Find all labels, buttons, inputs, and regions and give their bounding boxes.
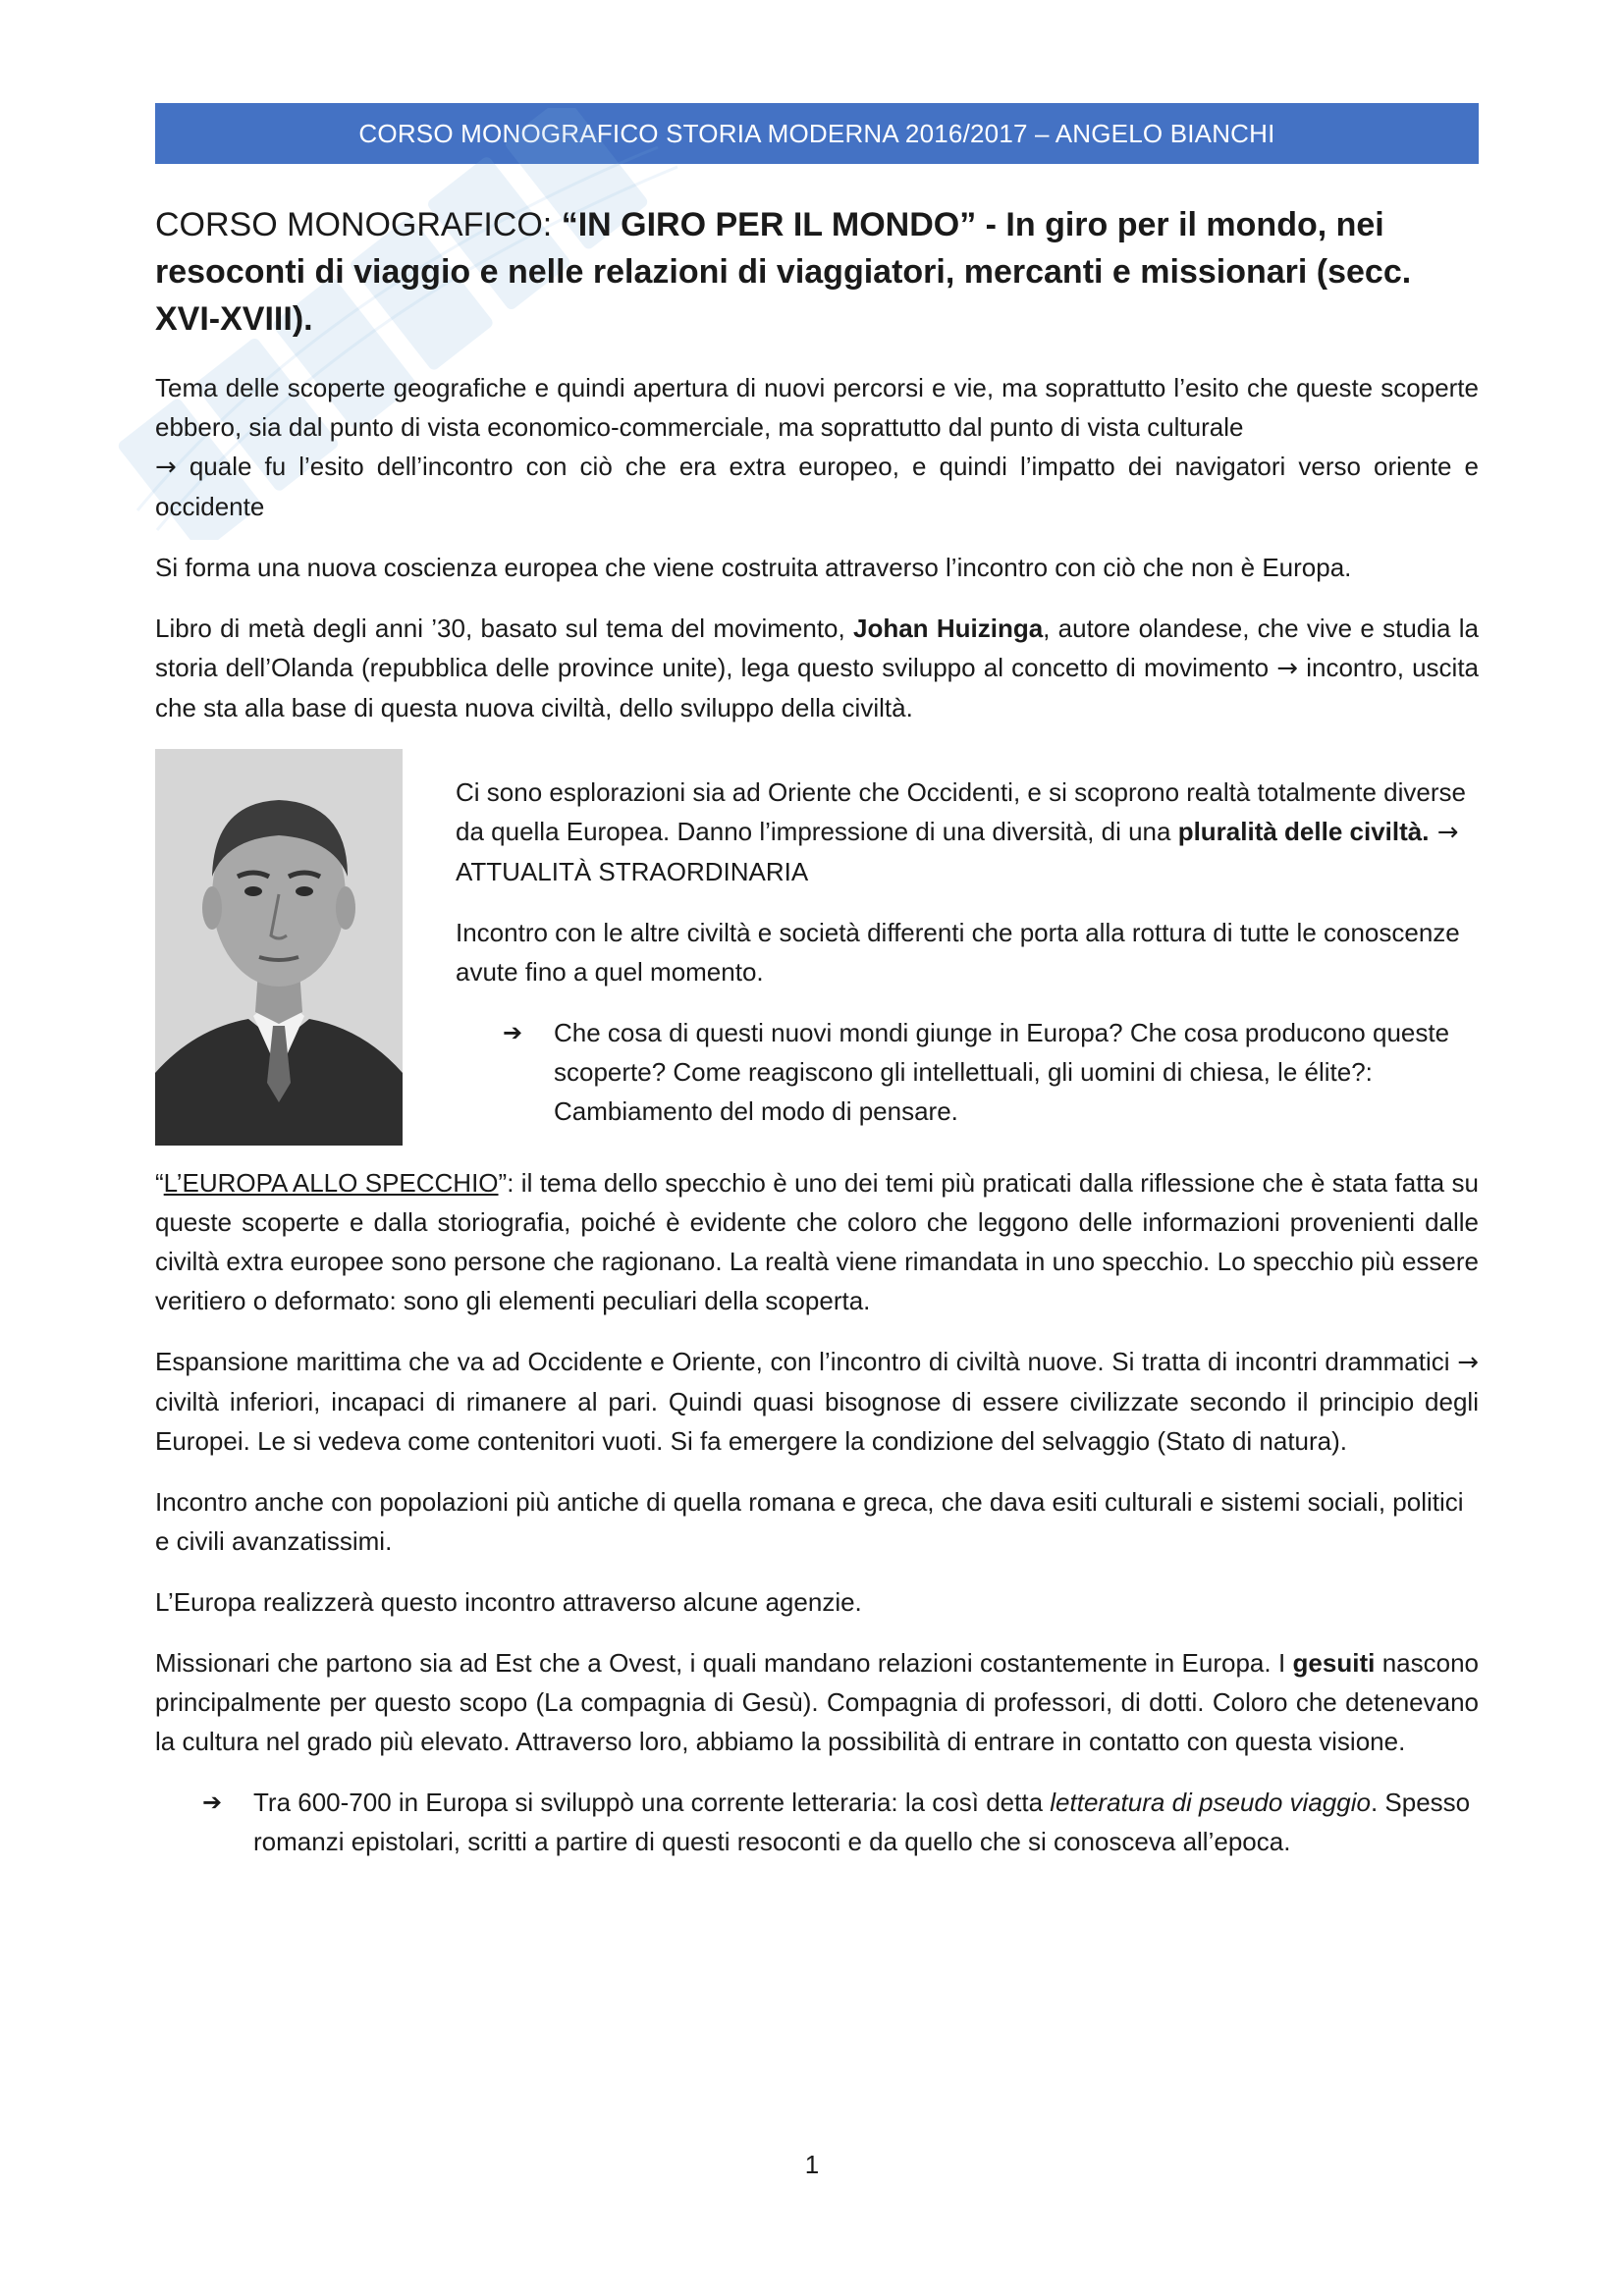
bullet-letteratura-b: . Spesso romanzi epistolari, scritti a partire di questi resoconti e da quello che si conosceva all’epoca. bbox=[253, 1788, 1471, 1856]
pluralita-bold: pluralità delle civiltà. bbox=[1177, 817, 1430, 846]
page-number: 1 bbox=[804, 2150, 820, 2179]
gesuiti-bold: gesuiti bbox=[1292, 1648, 1376, 1678]
attualita-text: ATTUALITÀ STRAORDINARIA bbox=[456, 857, 809, 886]
paragraph-specchio bbox=[155, 1163, 1479, 1320]
document-body bbox=[155, 201, 1479, 1861]
paragraph-huizinga-b: , autore olandese, che vive e studia la storia dell’Olanda (repubblica delle province unite), lega questo sviluppo al concetto di movimento bbox=[155, 614, 1479, 682]
document-title bbox=[155, 201, 1479, 343]
figure-block bbox=[155, 749, 1479, 1146]
bullet-item-domande-text: Che cosa di questi nuovi mondi giunge in Europa? Che cosa producono queste scoperte? Come reagiscono gli intellettuali, gli uomini di chiesa, le élite?: Cambiamento del modo di pensare. bbox=[554, 1018, 1450, 1126]
author-name: Johan Huizinga bbox=[853, 614, 1044, 643]
paragraph-esplorazioni-a: Ci sono esplorazioni sia ad Oriente che Occidenti, e si scoprono realtà totalmente diverse da quella Europea. Danno l’impressione di una diversità, di una bbox=[456, 777, 1466, 846]
bullet-item-letteratura bbox=[155, 1783, 1479, 1861]
arrow-right-icon: → bbox=[155, 453, 177, 482]
paragraph-agenzie: L’Europa realizzerà questo incontro attraverso alcune agenzie. bbox=[155, 1587, 862, 1617]
paragraph-intro-rest: quale fu l’esito dell’incontro con ciò che era extra europeo, e quindi l’impatto dei navigatori verso oriente e occidente bbox=[155, 452, 1479, 521]
paragraph-intro bbox=[155, 368, 1479, 526]
paragraph-missionari-b: nascono principalmente per questo scopo (La compagnia di Gesù). Compagnia di professori, di dotti. Coloro che detenevano la cultura nel grado più elevato. Attraverso loro, abbiamo la possibilità di entrare in contatto con questa visione. bbox=[155, 1648, 1480, 1756]
paragraph-missionari-a: Missionari che partono sia ad Est che a Ovest, i quali mandano relazioni costantemente in Europa. I bbox=[155, 1648, 1293, 1678]
paragraph-huizinga bbox=[155, 609, 1479, 727]
bullet-item-domande bbox=[456, 1013, 1479, 1131]
paragraph-espansione-b: civiltà inferiori, incapaci di rimanere al pari. Quindi quasi bisognose di essere civilizzate secondo il principio degli Europei. Le si vedeva come contenitori vuoti. Si fa emergere la condizione del selvaggio (Stato di natura). bbox=[155, 1387, 1479, 1456]
arrow-bullet-icon: ➔ bbox=[503, 1019, 523, 1046]
paragraph-specchio-rest: ”: il tema dello specchio è uno dei temi più praticati dalla riflessione che è stata fatta su queste scoperte e dalla storiografia, poiché è evidente che coloro che leggono delle informazioni provenienti dalle civiltà extra europee sono persone che ragionano. La realtà viene rimandata in uno specchio. Lo specchio più essere veritiero o deformato: sono gli elementi peculiari della scoperta. bbox=[155, 1168, 1479, 1315]
paragraph-incontro: Incontro con le altre civiltà e società differenti che porta alla rottura di tutte le conoscenze avute fino a quel momento. bbox=[456, 918, 1460, 987]
page-header: CORSO MONOGRAFICO STORIA MODERNA 2016/2017 – ANGELO BIANCHI bbox=[155, 103, 1479, 164]
portrait-illustration bbox=[155, 749, 403, 1146]
bullet-letteratura-a: Tra 600-700 in Europa si sviluppò una corrente letteraria: la così detta bbox=[253, 1788, 1051, 1817]
paragraph-huizinga-c: incontro, uscita che sta alla base di questa nuova civiltà, dello sviluppo della civiltà. bbox=[155, 653, 1480, 722]
paragraph-popolazioni: Incontro anche con popolazioni più antiche di quella romana e greca, che dava esiti culturali e sistemi sociali, politici e civili avanzatissimi. bbox=[155, 1487, 1464, 1556]
figure-text bbox=[456, 773, 1479, 1131]
title-bold: “IN GIRO PER IL MONDO” - In giro per il mondo, nei resoconti di viaggio e nelle relazioni di viaggiatori, mercanti e missionari (secc. XVI-XVIII). bbox=[155, 206, 1412, 338]
title-prefix: CORSO MONOGRAFICO: bbox=[155, 206, 562, 243]
paragraph-espansione bbox=[155, 1342, 1479, 1461]
portrait-photo bbox=[155, 749, 403, 1146]
arrow-right-icon: → bbox=[1429, 818, 1459, 847]
paragraph-intro-text: Tema delle scoperte geografiche e quindi apertura di nuovi percorsi e vie, ma soprattutto l’esito che queste scoperte ebbero, sia dal punto di vista economico-commerciale, ma soprattutto dal punto di vista culturale bbox=[155, 373, 1479, 442]
paragraph-esplorazioni bbox=[456, 773, 1479, 891]
specchio-heading: L’EUROPA ALLO SPECCHIO bbox=[163, 1168, 499, 1198]
arrow-right-icon: → bbox=[1276, 654, 1299, 683]
paragraph-missionari bbox=[155, 1643, 1479, 1761]
paragraph-coscienza: Si forma una nuova coscienza europea che viene costruita attraverso l’incontro con ciò che non è Europa. bbox=[155, 553, 1352, 582]
bullet-letteratura-italic: letteratura di pseudo viaggio bbox=[1050, 1788, 1371, 1817]
paragraph-huizinga-a: Libro di metà degli anni ’30, basato sul tema del movimento, bbox=[155, 614, 853, 643]
quote-open: “ bbox=[155, 1168, 164, 1198]
arrow-bullet-icon: ➔ bbox=[202, 1789, 223, 1816]
arrow-right-icon: → bbox=[1457, 1348, 1479, 1377]
paragraph-espansione-a: Espansione marittima che va ad Occidente e Oriente, con l’incontro di civiltà nuove. Si tratta di incontri drammatici bbox=[155, 1347, 1458, 1376]
